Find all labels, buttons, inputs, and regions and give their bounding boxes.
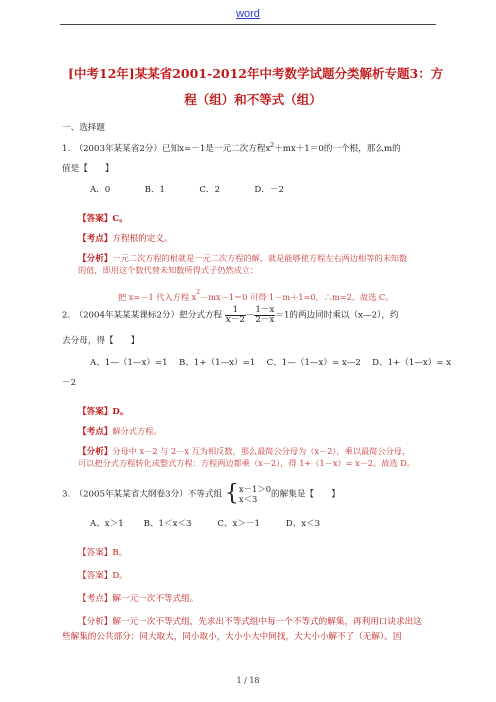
q1-stem-line2: 值是【 】: [62, 164, 114, 174]
q2-analysis-text-2: 可以把分式方程转化成整式方程：方程两边都乘（x－2），得 1+（1－x）= x－2。故选 D。: [78, 458, 416, 468]
q3-point: [78, 586, 198, 605]
q3-answer-2: [78, 563, 128, 582]
q2-frac2-num: 1－x: [255, 305, 275, 315]
q1-analysis-text-3b: －mx－1＝0 可得 1－m＋1=0，∴m=2。故选 C。: [200, 292, 394, 302]
q2-analysis-label: 【分析】: [78, 447, 113, 457]
header-divider: [60, 24, 436, 25]
q3-analysis-text-2: 些解集的公共部分：同大取大，同小取小，大小小大中间找，大大小小解不了（无解）。因: [62, 632, 402, 642]
q1-point-label: 【考点】: [78, 234, 113, 244]
q2-frac1-den: x－2: [225, 314, 245, 325]
q3-answer2-label: 【答案】: [78, 571, 113, 581]
q2-stem-b: ＝1的两边同时乘以（x—2），约: [275, 310, 399, 321]
q2-fraction-2: [254, 306, 275, 324]
q1-sup: 2: [270, 142, 275, 150]
q3-brace-icon: {: [224, 481, 239, 506]
q2-frac1-num: 1: [225, 306, 246, 316]
q3-stem-a: 3. （2005年某某省大纲卷3分）不等式组: [62, 489, 223, 500]
q1-stem-a: 1. （2003年某某省2分）已知x=－1是一元二次方程x: [62, 144, 271, 154]
q3-answer1-value: B。: [112, 548, 128, 558]
q3-analysis-text-1: 解一元一次不等式组，先求出不等式组中每一个不等式的解集，再利用口诀求出这: [112, 617, 422, 627]
q2-point-text: 解分式方程。: [112, 426, 162, 436]
q1-point-text: 方程根的定义。: [112, 234, 173, 244]
q3-answer1-label: 【答案】: [78, 548, 113, 558]
q2-frac2-den: 2－x: [255, 314, 275, 325]
q1-stem-b: ＋mx＋1＝0的一个根，那么m的: [274, 144, 401, 154]
q2-stem: [62, 306, 399, 324]
page-number: 1 / 18: [236, 676, 260, 685]
q1-answer-label: 【答案】: [78, 214, 113, 224]
q1-stem: [62, 142, 401, 154]
q2-stem-a: 2. （2004年某某某课标2分）把分式方程: [62, 310, 223, 321]
q2-analysis-1: [78, 439, 410, 458]
q2-answer-value: D。: [112, 407, 129, 417]
q1-answer: [78, 206, 128, 225]
q1-analysis-text-2: 的值，即用这个数代替未知数所得式子仍然成立：: [78, 265, 259, 275]
q2-answer-label: 【答案】: [78, 407, 113, 417]
q2-options-2: －2: [62, 378, 77, 388]
q3-sys-1: x－1＞0: [238, 483, 272, 494]
title-line-1: [中考12年]某某省2001-2012年中考数学试题分类解析专题3：方: [68, 66, 444, 81]
q3-analysis-label: 【分析】: [78, 617, 113, 627]
q1-analysis-text-3a: 把 x=－1 代入方程 x: [118, 292, 197, 302]
q3-answer-1: [78, 540, 127, 559]
q2-analysis-text-1: 分母中 x－2 与 2－x 互为相反数，那么最简公分母为（x－2），乘以最简公分母，: [112, 446, 411, 456]
q1-analysis-text-1: 一元二次方程的根就是一元二次方程的解，就是能够使方程左右两边相等的未知数: [112, 253, 408, 263]
q2-answer: [78, 399, 128, 418]
q3-analysis-1: [78, 609, 422, 628]
q2-point: [78, 419, 162, 438]
q3-options: A、x＞1 B、1＜x＜3 C、x＞－1 D、x＜3: [90, 519, 321, 529]
q3-point-label: 【考点】: [78, 594, 113, 604]
q1-analysis-1: [78, 246, 407, 265]
q1-analysis-label: 【分析】: [78, 254, 113, 264]
q1-options: A．0 B．1 C．2 D．－2: [90, 185, 284, 195]
section-heading: 一、选择题: [62, 123, 105, 133]
q2-options-1: A、1—（1—x）=1 B、1+（1—x）=1 C、1—（1—x）= x—2 D、1+（1—x）= x: [90, 358, 452, 368]
q2-point-label: 【考点】: [78, 427, 113, 437]
q2-fraction-1: [225, 306, 246, 324]
title-line-2: 程（组）和不等式（组）: [184, 92, 322, 107]
q1-analysis-sup: 2: [196, 288, 201, 296]
header-word-link[interactable]: word: [236, 8, 260, 20]
q1-point: [78, 226, 173, 245]
q1-answer-value: C。: [112, 214, 128, 224]
q2-minus: －: [245, 310, 255, 321]
q3-stem: [62, 483, 340, 505]
q3-stem-b: 的解集是【 】: [271, 489, 340, 500]
q3-inequality-system: [239, 484, 271, 505]
q3-answer2-value: D。: [112, 571, 128, 581]
q3-point-text: 解一元一次不等式组。: [112, 594, 199, 604]
q1-analysis-3: [118, 285, 393, 304]
q3-sys-2: x＜3: [238, 494, 258, 504]
q2-stem-line2: 去分母，得【 】: [62, 336, 140, 346]
